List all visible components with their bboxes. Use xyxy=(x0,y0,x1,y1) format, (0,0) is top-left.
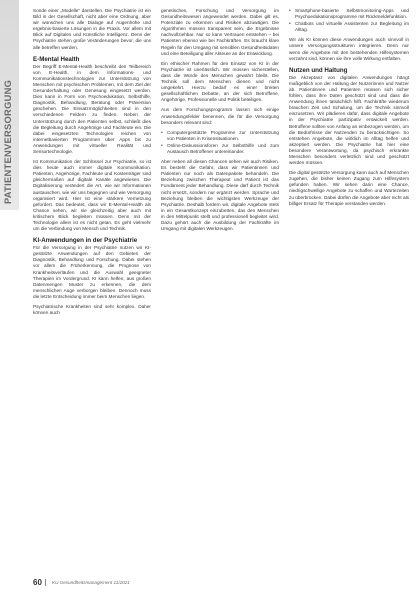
paragraph: Sonde einer „Modelle“ darstellen. Die Psychiatrie ist ein Bild in der Gesellschaft, nicht aber eine Ordnung, aber wir wünschen uns alle Dialoge auf Augenhöhe und ergebnis-basierte Lösungen in die Praxis. Vor allem mit Blick auf Digitales und Künstliche Intelligenz. Denn der Psychiatrie stehen große Veränderungen bevor, die uns alle betreffen werden. xyxy=(33,8,151,50)
list-item: • Chatbots und virtuelle Assistenten zur Begleitung im Alltag. xyxy=(295,21,409,33)
paragraph: Die digital gestützte Versorgung kann auch auf Menschen zugehen, die bisher keinen Zugang zum Hilfesystem gefunden haben. Wir sehen darin eine Chance, niedrigschwellige Angebote zu schaffen und Wartezeiten zu überbrücken. Dabei dürfen die Angebote aber nicht als billiger Ersatz für Therapie verstanden werden. xyxy=(289,170,409,206)
paragraph: Aber neben all diesen Chancen sehen wir auch Risiken. Es besteht die Gefahr, dass wir Patientinnen und Patienten nur noch als Datenpakete behandeln. Die Beziehung zwischen Therapeut und Patient ist das Fundament jeder Behandlung. Diese darf durch Technik nicht ersetzt, sondern nur ergänzt werden. Sprache und Beziehung bleiben die wichtigsten Werkzeuge der Psychiatrie. Deshalb fordern wir, digitale Angebote stets in ein Gesamtkonzept einzubetten, das den Menschen in den Mittelpunkt stellt und professionell begleitet wird. Dazu gehört auch die Ausbildung der Fachkräfte im Umgang mit digitalen Werkzeugen. xyxy=(161,159,279,232)
column-3 xyxy=(289,8,409,573)
paragraph: genetischen, Forschung und Versorgung im Gesundheitswesen angewendet werden. Dabei gilt es, Potenziale zu erkennen und Risiken abzuwägen. Die Algorithmen müssen transparent sein, die Ergebnisse nachvollziehbar. Nur so kann Vertrauen entstehen – bei Patienten ebenso wie bei Fachkräften. Es braucht klare Regeln für den Umgang mit sensiblen Gesundheitsdaten und eine Beteiligung aller Akteure an der Entwicklung. xyxy=(161,8,279,56)
bullet-list xyxy=(161,130,279,155)
paragraph: Wir als KI können diese Anwendungen auch sinnvoll in unsere Versorgungsstrukturen integrieren. Denn nur wenn die Angebote mit den bestehenden Hilfesystemen verzahnt sind, können sie ihre volle Wirkung entfalten. xyxy=(289,37,409,61)
list-item: • Online-Diskussionsforen zur Selbsthilfe und zum Austausch Betroffener untereinander. xyxy=(167,143,279,155)
column-2 xyxy=(161,8,279,573)
paragraph: Ist Kommunikation der Schlüssel zur Psychiatrie, so ist dies heute auch immer digitale Kommunikation. Patienten, Angehörige, Fachleute und Kostenträger sind gleichermaßen auf digitale Kanäle angewiesen. Die Digitalisierung verändert die Art, wie wir Informationen austauschen, wie wir uns begegnen und wie Versorgung organisiert wird. Hier ist eine stärkere Vernetzung gefordert. Das bedeutet, dass wir E-Mental-Health als Chance sehen, wir sie gleichzeitig aber auch mit kritischem Blick begleiten müssen. Denn mit der Technologie allein ist es nicht getan. Es geht vielmehr um die Verbindung von Mensch und Technik. xyxy=(33,159,151,232)
paragraph: Für die Versorgung in der Psychiatrie nutzen wir KI-gestützte Anwendungen auf den Gebieten der Diagnostik, Behandlung und Forschung. Dabei stehen vor allem die Früherkennung, die Prognose von Krankheitsverläufen und die Auswahl geeigneter Therapien im Vordergrund. KI kann helfen, aus großen Datenmengen Muster zu erkennen, die dem menschlichen Auge verborgen bleiben. Dennoch muss die letzte Entscheidung immer beim Menschen liegen. xyxy=(33,245,151,299)
journal-name: KU Gesundheitsmanagement 11/2021 xyxy=(52,580,130,585)
paragraph: Die Akzeptanz von digitalen Anwendungen hängt maßgeblich von der Haltung der Nutzerinnen und Nutzer ab. Patientinnen und Patienten müssen sich sicher fühlen, dass ihre Daten geschützt sind und dass die Anwendung ihnen tatsächlich hilft. Fachkräfte wiederum brauchen Zeit und Schulung, um die Technik sinnvoll einzusetzen. Wir plädieren dafür, dass digitale Angebote in der Psychiatrie partizipativ entwickelt werden. Betroffene sollten von Anfang an einbezogen werden, um die Bedürfnisse der Nutzenden zu berücksichtigen. So entstehen Angebote, die wirklich im Alltag helfen und akzeptiert werden. Die Psychiatrie hat hier eine besondere Verantwortung, da psychisch erkrankte Menschen besonders verletzlich sind und geschützt werden müssen. xyxy=(289,74,409,166)
footer-divider xyxy=(45,579,46,586)
bullet-list xyxy=(289,8,409,33)
paragraph: Ein ethischer Rahmen für den Einsatz von KI in der Psychiatrie ist unerlässlich. Wir müssen sicherstellen, dass die Würde des Menschen gewahrt bleibt. Die Technik soll dem Menschen dienen und nicht umgekehrt. Hierzu bedarf es einer breiten gesellschaftlichen Debatte, an der sich Betroffene, Angehörige, Professionelle und Politik beteiligen. xyxy=(161,60,279,103)
section-heading-e-mental-health: E-Mental Health xyxy=(33,55,80,63)
column-1 xyxy=(33,8,151,573)
article-body xyxy=(33,8,411,573)
paragraph: Aus dem Forschungsprogramm lassen sich einige Anwendungsfelder benennen, die für die Versorgung besonders relevant sind: xyxy=(161,107,279,125)
list-item: • Smartphone-basierte Selbstmonitoring-Apps und Psychoedukationsprogramme mit Rückmeldefunktion. xyxy=(295,8,409,20)
page-number: 60 xyxy=(33,578,42,587)
section-label: PATIENTENVERSORGUNG xyxy=(3,79,13,204)
section-side-tab xyxy=(0,0,19,210)
section-heading-nutzen-und-haltung: Nutzen und Haltung xyxy=(289,66,348,74)
section-heading-ki-anwendungen: KI-Anwendungen in der Psychiatrie xyxy=(33,237,138,245)
list-item: • Computergestützte Programme zur Unterstützung von Patienten in Krisensituationen. xyxy=(167,130,279,142)
paragraph: Der Begriff E-Mental-Health beschreibt den Teilbereich von E-Health, in dem Informations- und Kommunikationstechnologien zur Unterstützung von Menschen mit psychischen Problemen, mit dem Ziel der Gesunderhaltung oder Genesung eingesetzt werden. Dies kann in Form von Psychoedukation, Selbsthilfe, Diagnostik, Behandlung, Beratung oder Prävention geschehen. Die Einsatzmöglichkeiten sind in den verschiedenen Feldern zu finden. Neben der Unterstützung durch den Patienten selbst, schließt dies die Begleitung durch Angehörige und Fachleute ein. Die dabei eingesetzten Technologien reichen von internetbasierten Programmen über Apps bis zu Anwendungen mit virtueller Realität und Sensortechnologie. xyxy=(33,63,151,154)
paragraph: Psychiatrische Krankheiten sind sehr komplex. Daher können auch xyxy=(33,304,151,316)
